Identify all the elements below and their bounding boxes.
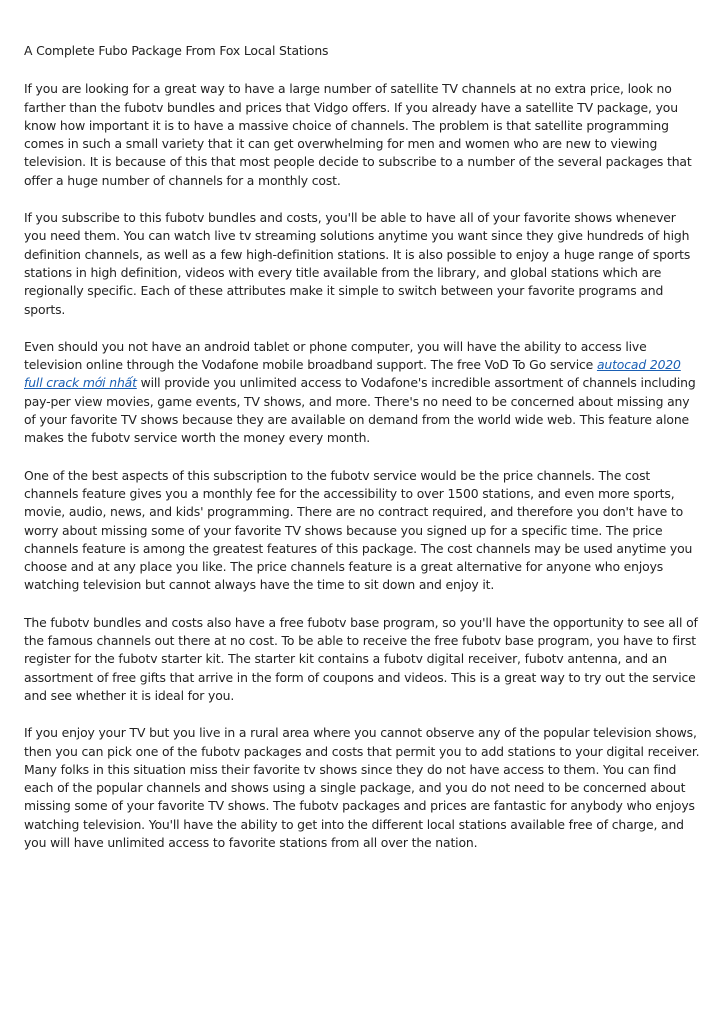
paragraph-1: If you are looking for a great way to have a large number of satellite TV channels at no extra price, look no farther than the fubotv bundles and prices that Vidgo offers. If you already have a satellite TV package, you know how important it is to have a massive choice of channels. The problem is that satellite programming comes in such a small variety that it can get overwhelming for men and women who are new to viewing television. It is because of this that most people decide to subscribe to a number of the several packages that offer a huge number of channels for a monthly cost.: [24, 81, 692, 188]
paragraph-2: If you subscribe to this fubotv bundles and costs, you'll be able to have all of your favorite shows whenever you need them. You can watch live tv streaming solutions anytime you want since they give hundreds of high definition channels, as well as a few high-definition stations. It is also possible to enjoy a huge range of sports stations in high definition, videos with every title available from the library, and global stations which are regionally specific. Each of these attributes make it simple to switch between your favorite programs and sports.: [24, 210, 691, 317]
paragraph-5: The fubotv bundles and costs also have a free fubotv base program, so you'll have the opportunity to see all of the famous channels out there at no cost. To be able to receive the free fubotv base program, you have to first register for the fubotv starter kit. The starter kit contains a fubotv digital receiver, fubotv antenna, and an assortment of free gifts that arrive in the form of coupons and videos. This is a great way to try out the service and see whether it is ideal for you.: [24, 614, 698, 703]
paragraph-3-text-after-link: will provide you unlimited access to Vodafone's incredible assortment of channels including pay-per view movies, game events, TV shows, and more. There's no need to be concerned about missing any of your favorite TV shows because they are available on demand from the world wide web. This feature alone makes the fubotv service worth the money every month.: [24, 375, 696, 446]
paragraph-3-text-before-link: Even should you not have an android tablet or phone computer, you will have the ability to access live television online through the Vodafone mobile broadband support. The free VoD To Go service: [24, 338, 647, 373]
paragraph-4: One of the best aspects of this subscription to the fubotv service would be the price channels. The cost channels feature gives you a monthly fee for the accessibility to over 1500 stations, and even more sports, movie, audio, news, and kids' programming. There are no contract required, and therefore you don't have to worry about missing some of your favorite TV shows because you signed up for a specific time. The price channels feature is among the greatest features of this package. The cost channels may be used anytime you choose and at any place you like. The price channels feature is a great alternative for anyone who enjoys watching television but cannot always have the time to sit down and enjoy it.: [24, 467, 693, 593]
document-title: A Complete Fubo Package From Fox Local Stations: [24, 43, 329, 58]
paragraph-6: If you enjoy your TV but you live in a rural area where you cannot observe any of the popular television shows, then you can pick one of the fubotv packages and costs that permit you to add stations to your digital receiver. Many folks in this situation miss their favorite tv shows since they do not have access to them. You can find each of the popular channels and shows using a single package, and you do not need to be concerned about missing some of your favorite TV shows. The fubotv packages and prices are fantastic for anybody who enjoys watching television. You'll have the ability to get into the different local stations available free of charge, and you will have unlimited access to favorite stations from all over the nation.: [24, 725, 700, 850]
inline-link[interactable]: autocad 2020 full crack mới nhất: [24, 357, 681, 391]
paragraph-3: [24, 338, 700, 448]
document-body: [24, 42, 700, 871]
